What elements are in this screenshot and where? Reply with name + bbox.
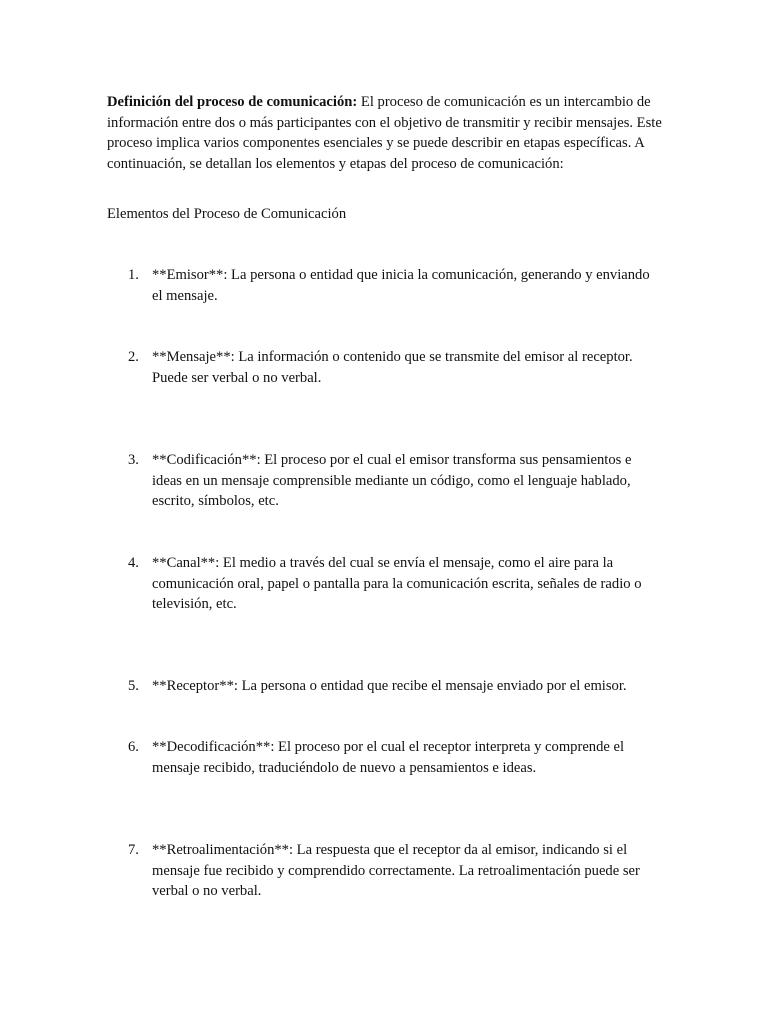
intro-label: Definición del proceso de comunicación: (107, 94, 358, 110)
list-item-text: **Receptor**: La persona o entidad que recibe el mensaje enviado por el emisor. (152, 678, 627, 694)
list-item-number: 6. (128, 739, 139, 755)
list-item-text: **Canal**: El medio a través del cual se envía el mensaje, como el aire para la comunicación oral, papel o pantalla para la comunicación escrita, señales de radio o televisión, etc. (152, 555, 642, 612)
list-item-number: 2. (128, 349, 139, 365)
list-item-number: 5. (128, 678, 139, 694)
list-item-number: 4. (128, 555, 139, 571)
list-item-text: **Codificación**: El proceso por el cual el emisor transforma sus pensamientos e ideas en un mensaje comprensible mediante un código, como el lenguaje hablado, escrito, símbolos, etc. (152, 452, 632, 509)
list-item-text: **Mensaje**: La información o contenido que se transmite del emisor al receptor. Puede ser verbal o no verbal. (152, 349, 633, 386)
section-heading: Elementos del Proceso de Comunicación (107, 206, 347, 222)
list-item-text: **Retroalimentación**: La respuesta que el receptor da al emisor, indicando si el mensaje fue recibido y comprendido correctamente. La retroalimentación puede ser verbal o no verbal. (152, 842, 640, 899)
intro-paragraph (107, 92, 667, 174)
list-item-text: **Emisor**: La persona o entidad que inicia la comunicación, generando y enviando el mensaje. (152, 267, 650, 304)
list-item-text: **Decodificación**: El proceso por el cual el receptor interpreta y comprende el mensaje recibido, traduciéndolo de nuevo a pensamientos e ideas. (152, 739, 625, 776)
list-item-number: 1. (128, 267, 139, 283)
list-item-number: 3. (128, 452, 139, 468)
list-item-number: 7. (128, 842, 139, 858)
intro-text: El proceso de comunicación es un intercambio de información entre dos o más participantes con el objetivo de transmitir y recibir mensajes. Este proceso implica varios componentes esenciales y se puede describir en etapas específicas. A continuación, se detallan los elementos y etapas del proceso de comunicación: (107, 94, 662, 172)
